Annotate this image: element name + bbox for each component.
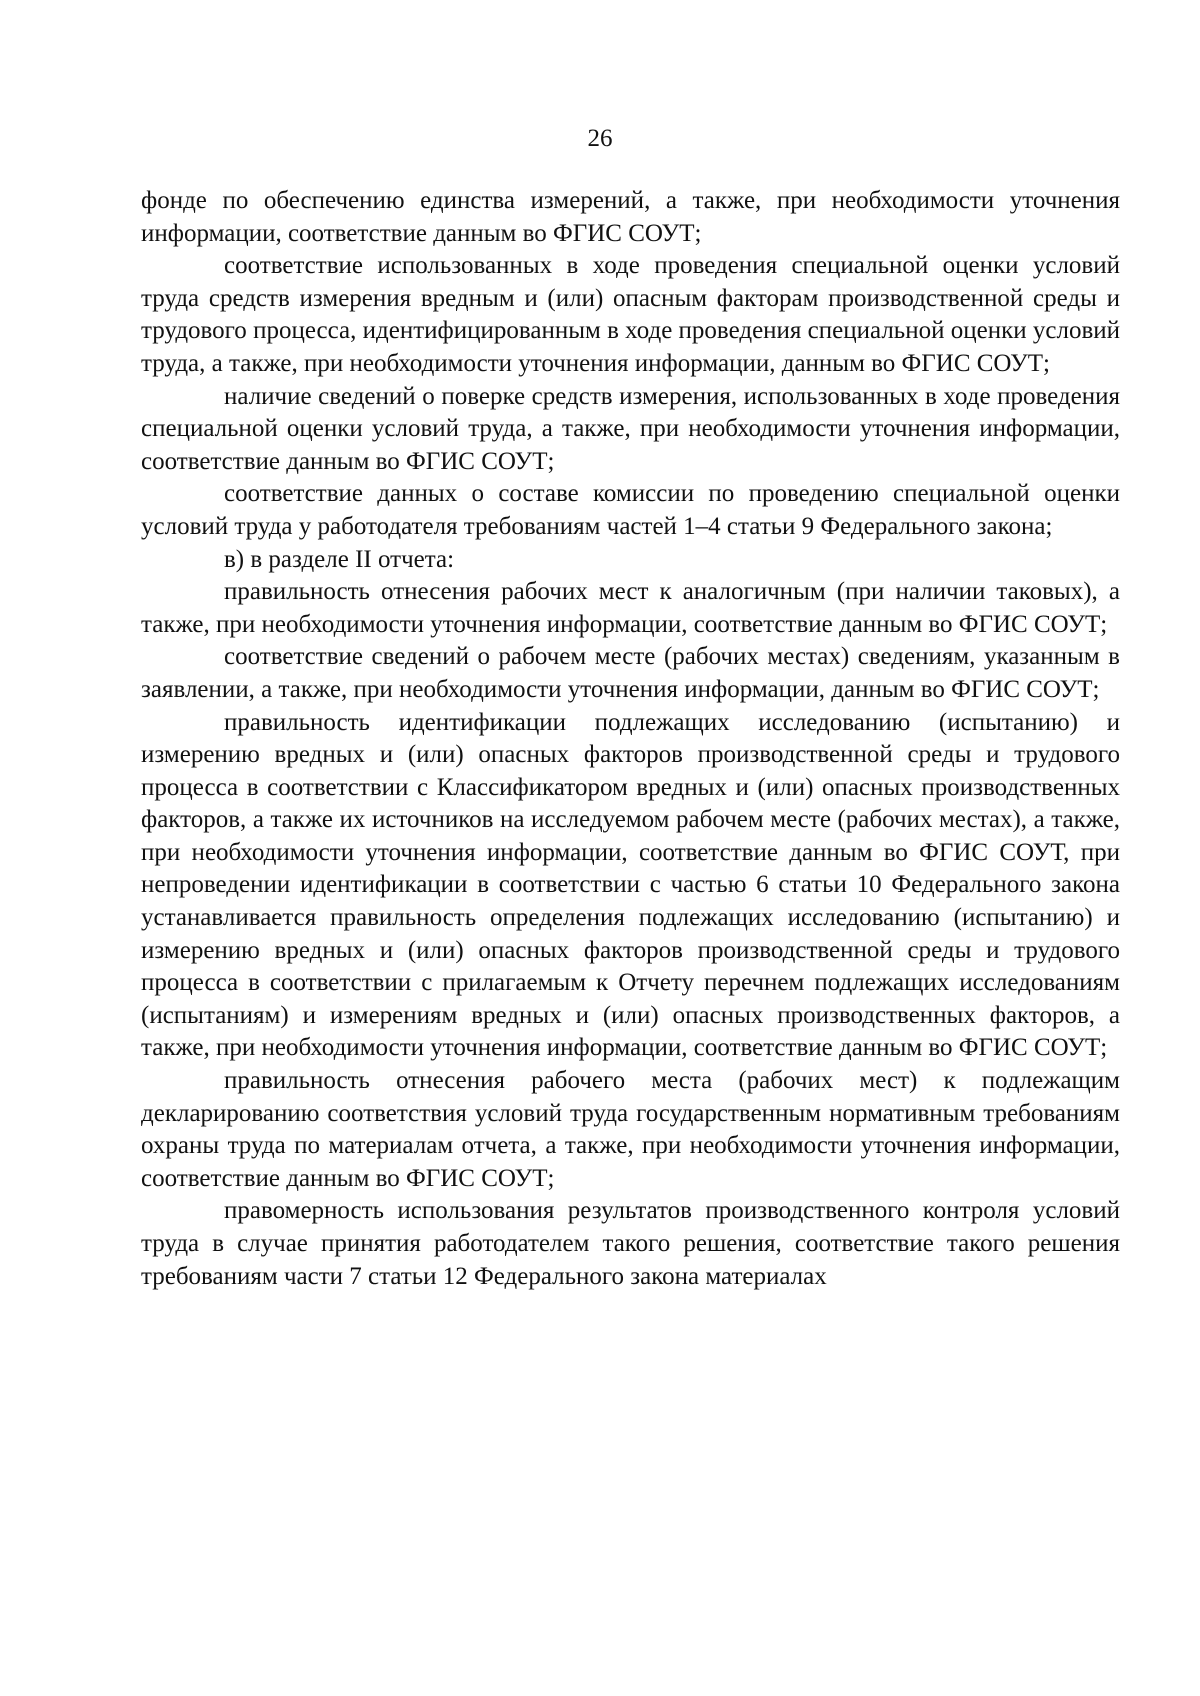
- section-heading: в) в разделе II отчета:: [224, 545, 455, 573]
- paragraph: соответствие сведений о рабочем месте (рабочих местах) сведениям, указанным в заявлении, а также, при необходимости уточнения информации, данным во ФГИС СОУТ;: [141, 643, 1120, 703]
- paragraph: наличие сведений о поверке средств измерения, использованных в ходе проведения специальной оценки условий труда, а также, при необходимости уточнения информации, соответствие данным во ФГИС СОУТ;: [141, 382, 1120, 475]
- paragraph: правильность отнесения рабочего места (рабочих мест) к подлежащим декларированию соответствия условий труда государственным нормативным требованиям охраны труда по материалам отчета, а также, при необходимости уточнения информации, соответствие данным во ФГИС СОУТ;: [141, 1067, 1120, 1192]
- paragraph: правильность идентификации подлежащих исследованию (испытанию) и измерению вредных и (или) опасных факторов производственной среды и трудового процесса в соответствии с Классификатором вредных и (или) опасных производственных факторов, а также их источников на исследуемом рабочем месте (рабочих местах), а также, при необходимости уточнения информации, соответствие данным во ФГИС СОУТ, при непроведении идентификации в соответствии с частью 6 статьи 10 Федерального закона устанавливается правильность определения подлежащих исследованию (испытанию) и измерению вредных и (или) опасных факторов производственной среды и трудового процесса в соответствии с прилагаемым к Отчету перечнем подлежащих исследованиям (испытаниям) и измерениям вредных и (или) опасных производственных факторов, а также, при необходимости уточнения информации, соответствие данным во ФГИС СОУТ;: [141, 708, 1120, 1062]
- paragraph: соответствие данных о составе комиссии по проведению специальной оценки условий труда у работодателя требованиям частей 1–4 статьи 9 Федерального закона;: [141, 480, 1120, 540]
- paragraph: фонде по обеспечению единства измерений, а также, при необходимости уточнения информации, соответствие данным во ФГИС СОУТ;: [141, 187, 1120, 247]
- page-number: 26: [587, 125, 613, 152]
- paragraph: соответствие использованных в ходе проведения специальной оценки условий труда средств измерения вредным и (или) опасным факторам производственной среды и трудового процесса, идентифицированным в ходе проведения специальной оценки условий труда, а также, при необходимости уточнения информации, данным во ФГИС СОУТ;: [141, 252, 1120, 377]
- document-body: [141, 185, 1120, 1293]
- paragraph: правильность отнесения рабочих мест к аналогичным (при наличии таковых), а также, при необходимости уточнения информации, соответствие данным во ФГИС СОУТ;: [141, 578, 1120, 638]
- paragraph: правомерность использования результатов производственного контроля условий труда в случае принятия работодателем такого решения, соответствие такого решения требованиям части 7 статьи 12 Федерального закона материалах: [141, 1197, 1120, 1290]
